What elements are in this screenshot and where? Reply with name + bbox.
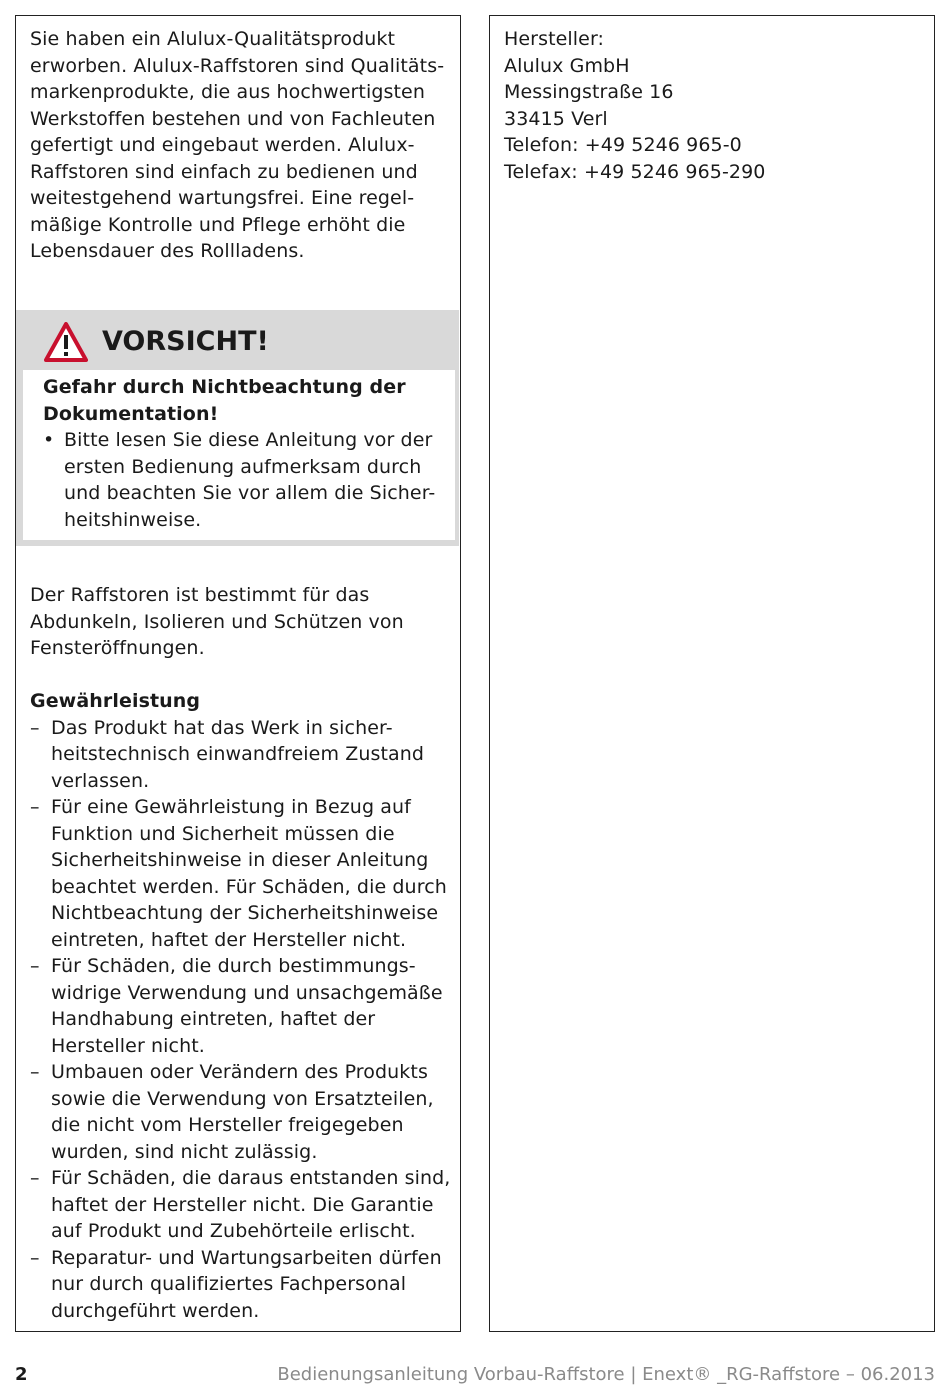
footer-title: Bedienungsanleitung Vorbau-Raffstore | Enext® _RG-Raffstore – 06.2013 bbox=[277, 1364, 935, 1385]
text-line: Umbauen oder Verändern des Produkts bbox=[51, 1061, 428, 1083]
text-line: Sie haben ein Alulux-Qualitätsprodukt bbox=[30, 28, 396, 50]
warranty-item bbox=[30, 1059, 450, 1165]
warranty-item bbox=[30, 715, 450, 795]
dash-mark: – bbox=[30, 1246, 40, 1269]
warranty-item bbox=[30, 1165, 450, 1245]
caution-title: VORSICHT! bbox=[102, 326, 269, 357]
caution-bullet-text bbox=[64, 427, 435, 533]
warranty-list bbox=[30, 715, 450, 1325]
text-line: sowie die Verwendung von Ersatzteilen, bbox=[51, 1087, 434, 1110]
warranty-heading: Gewährleistung bbox=[30, 690, 201, 712]
text-line: die nicht vom Hersteller freigegeben bbox=[51, 1114, 404, 1136]
text-line: ersten Bedienung aufmerksam durch bbox=[64, 455, 422, 478]
page-footer bbox=[0, 1363, 950, 1389]
text-line: Bitte lesen Sie diese Anleitung vor der bbox=[64, 429, 433, 451]
text-line: nur durch qualifiziertes Fachpersonal bbox=[51, 1273, 407, 1295]
bullet-mark: • bbox=[43, 429, 55, 451]
text-line: heitstechnisch einwandfreiem Zustand bbox=[51, 743, 425, 765]
text-line: durchgeführt werden. bbox=[51, 1299, 260, 1322]
text-line: Funktion und Sicherheit müssen die bbox=[51, 822, 395, 845]
text-line: Nichtbeachtung der Sicherheitshinweise bbox=[51, 902, 439, 924]
text-line: Handhabung eintreten, haftet der bbox=[51, 1008, 376, 1030]
text-line: widrige Verwendung und unsachgemäße bbox=[51, 981, 443, 1004]
right-column bbox=[489, 15, 935, 1332]
text-line: Raffstoren sind einfach zu bedienen und bbox=[30, 160, 418, 183]
dash-mark: – bbox=[30, 716, 40, 739]
text-line: und beachten Sie vor allem die Sicher- bbox=[64, 482, 436, 504]
text-line: erworben. Alulux-Raffstoren sind Qualitäts- bbox=[30, 54, 445, 77]
left-column bbox=[15, 15, 461, 1332]
page-number: 2 bbox=[15, 1364, 28, 1385]
text-line: Hersteller: bbox=[504, 28, 605, 50]
text-line: Für eine Gewährleistung in Bezug auf bbox=[51, 796, 411, 818]
dash-mark: – bbox=[30, 796, 40, 818]
dash-mark: – bbox=[30, 1167, 40, 1189]
text-line: Für Schäden, die durch bestimmungs- bbox=[51, 955, 416, 977]
text-line: Lebensdauer des Rollladens. bbox=[30, 240, 305, 262]
warranty-item bbox=[30, 953, 450, 1059]
warning-triangle-icon bbox=[44, 322, 88, 362]
warranty-item bbox=[30, 794, 450, 953]
text-line: Telefon: +49 5246 965-0 bbox=[504, 134, 742, 156]
text-line: eintreten, haftet der Hersteller nicht. bbox=[51, 928, 407, 951]
text-line: heitshinweise. bbox=[64, 508, 202, 531]
text-line: Fensteröffnungen. bbox=[30, 637, 205, 659]
manufacturer-address bbox=[504, 26, 765, 185]
caution-box bbox=[16, 310, 459, 546]
text-line: markenprodukte, die aus hochwertigsten bbox=[30, 81, 425, 103]
text-line: Messingstraße 16 bbox=[504, 81, 674, 103]
text-line: auf Produkt und Zubehörteile erlischt. bbox=[51, 1220, 416, 1242]
text-line: Werkstoffen bestehen und von Fachleuten bbox=[30, 107, 436, 130]
caution-text bbox=[43, 374, 435, 533]
text-line: Dokumentation! bbox=[43, 402, 219, 425]
warranty-section bbox=[30, 688, 450, 1324]
text-line: Telefax: +49 5246 965-290 bbox=[504, 160, 766, 183]
text-line: mäßige Kontrolle und Pflege erhöht die bbox=[30, 213, 406, 236]
purpose-paragraph bbox=[30, 582, 404, 662]
text-line: Gefahr durch Nichtbeachtung der bbox=[43, 376, 406, 398]
text-line: Sicherheitshinweise in dieser Anleitung bbox=[51, 849, 429, 871]
text-line: gefertigt und eingebaut werden. Alulux- bbox=[30, 134, 415, 156]
text-line: beachtet werden. Für Schäden, die durch bbox=[51, 875, 447, 898]
text-line: Reparatur- und Wartungsarbeiten dürfen bbox=[51, 1246, 442, 1269]
text-line: wurden, sind nicht zulässig. bbox=[51, 1140, 318, 1163]
text-line: Der Raffstoren ist bestimmt für das bbox=[30, 584, 370, 606]
text-line: Hersteller nicht. bbox=[51, 1034, 205, 1057]
text-line: 33415 Verl bbox=[504, 107, 608, 130]
text-line: verlassen. bbox=[51, 769, 150, 792]
caution-body bbox=[23, 370, 455, 540]
warranty-item bbox=[30, 1245, 450, 1325]
text-line: Das Produkt hat das Werk in sicher- bbox=[51, 716, 393, 739]
intro-paragraph bbox=[30, 26, 444, 265]
dash-mark: – bbox=[30, 955, 40, 977]
dash-mark: – bbox=[30, 1061, 40, 1083]
text-line: Abdunkeln, Isolieren und Schützen von bbox=[30, 610, 404, 633]
text-line: Für Schäden, die daraus entstanden sind, bbox=[51, 1167, 451, 1189]
text-line: haftet der Hersteller nicht. Die Garantie bbox=[51, 1193, 434, 1216]
caution-bullet bbox=[43, 427, 435, 533]
text-line: Alulux GmbH bbox=[504, 54, 630, 77]
caution-heading bbox=[43, 374, 435, 427]
text-line: weitestgehend wartungsfrei. Eine regel- bbox=[30, 187, 415, 209]
